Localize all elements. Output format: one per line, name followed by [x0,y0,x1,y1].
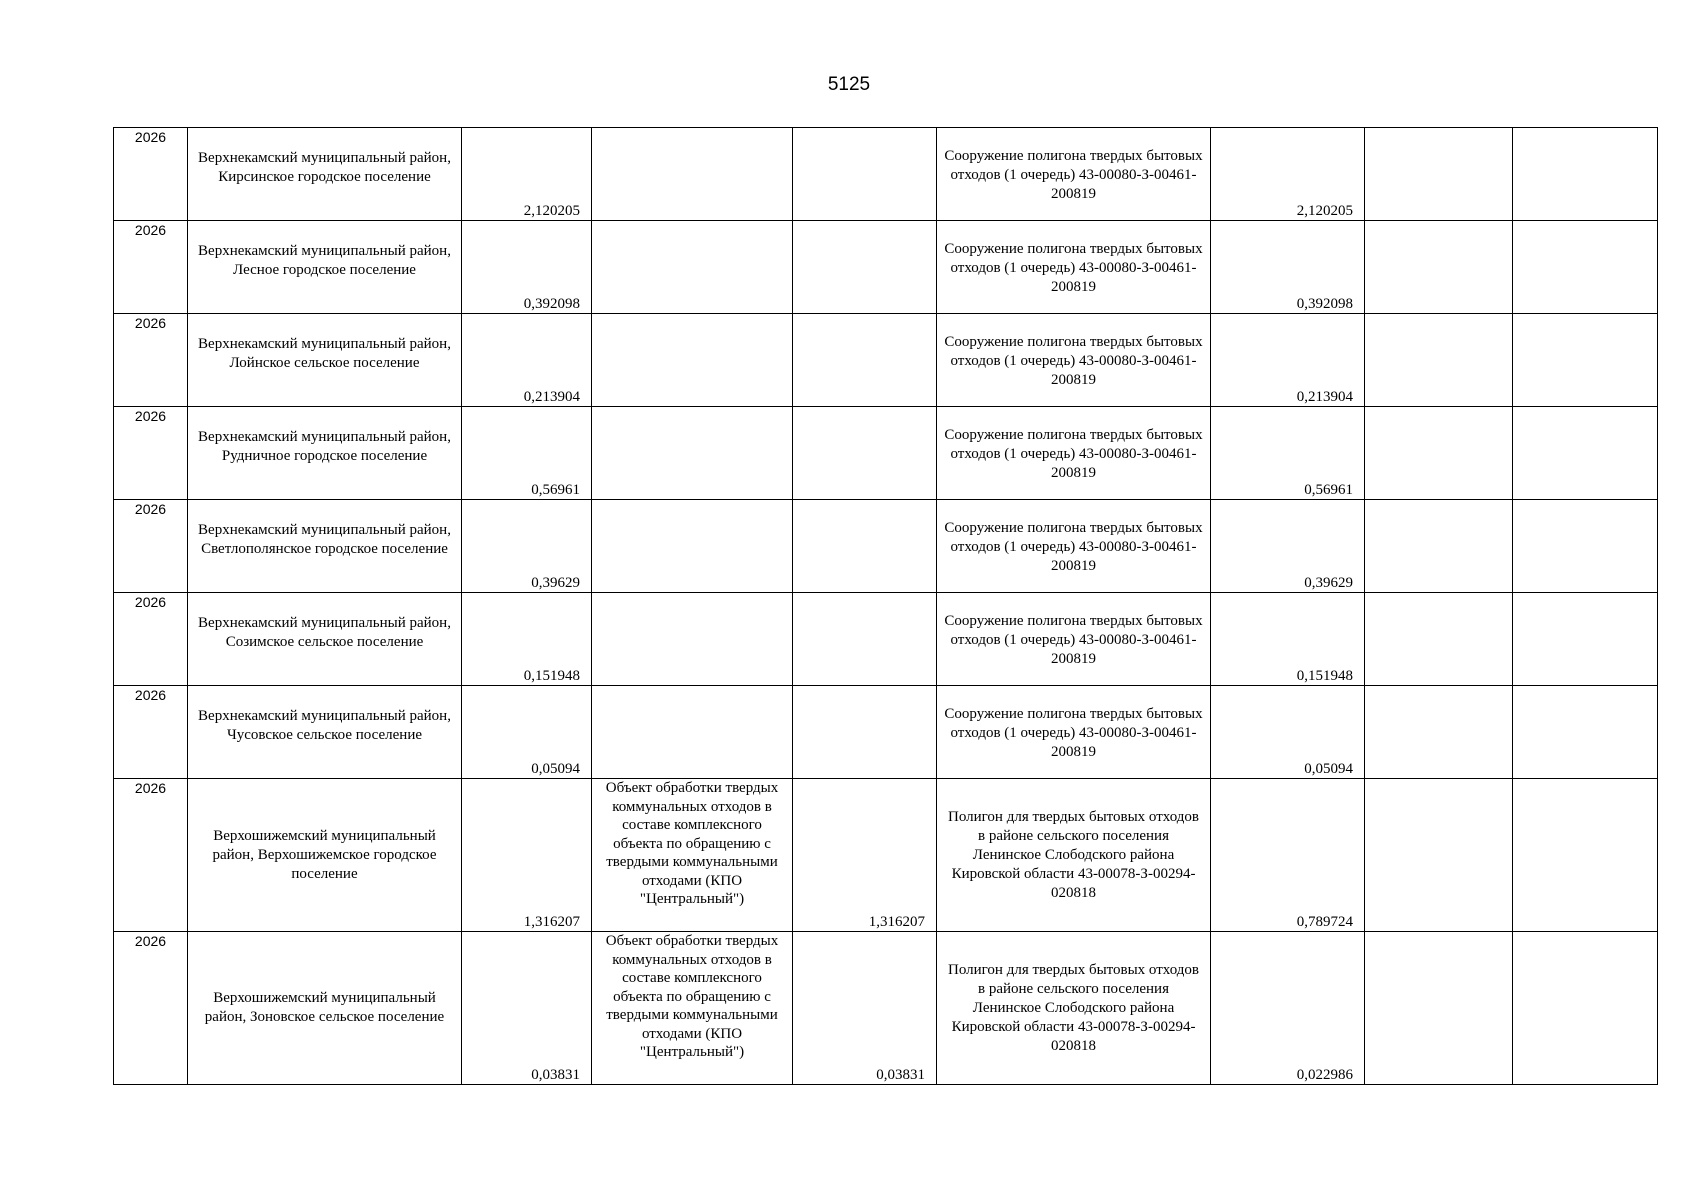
facility-cell: Объект обработки твердых коммунальных отходов в составе комплексного объекта по обращению с твердыми коммунальными отходами (КПО "Центральный") [592,779,793,932]
year-cell: 2026 [114,593,188,686]
facility-volume-cell [793,500,937,593]
table-row [114,221,1658,314]
year-cell: 2026 [114,686,188,779]
object-cell: Сооружение полигона твердых бытовых отходов (1 очередь) 43-00080-З-00461-200819 [937,314,1211,407]
table-row [114,314,1658,407]
object-volume-cell: 0,151948 [1211,593,1365,686]
facility-cell [592,221,793,314]
area-cell: Верхошижемский муниципальный район, Зоновское сельское поселение [188,932,462,1085]
year-cell: 2026 [114,500,188,593]
object-cell: Сооружение полигона твердых бытовых отходов (1 очередь) 43-00080-З-00461-200819 [937,593,1211,686]
year-cell: 2026 [114,314,188,407]
table-row [114,128,1658,221]
object-volume-cell: 0,56961 [1211,407,1365,500]
year-cell: 2026 [114,407,188,500]
empty-cell [1513,500,1658,593]
facility-cell [592,407,793,500]
table-row [114,407,1658,500]
object-volume-cell: 0,022986 [1211,932,1365,1085]
year-cell: 2026 [114,932,188,1085]
empty-cell [1513,686,1658,779]
object-volume-cell: 2,120205 [1211,128,1365,221]
empty-cell [1513,407,1658,500]
empty-cell [1365,500,1513,593]
facility-volume-cell [793,593,937,686]
volume-cell: 0,151948 [462,593,592,686]
empty-cell [1513,128,1658,221]
facility-cell: Объект обработки твердых коммунальных отходов в составе комплексного объекта по обращению с твердыми коммунальными отходами (КПО "Центральный") [592,932,793,1085]
object-volume-cell: 0,789724 [1211,779,1365,932]
table-row [114,686,1658,779]
facility-cell [592,593,793,686]
empty-cell [1365,314,1513,407]
empty-cell [1513,593,1658,686]
volume-cell: 0,05094 [462,686,592,779]
object-cell: Полигон для твердых бытовых отходов в районе сельского поселения Ленинское Слободского района Кировской области 43-00078-З-00294-020818 [937,779,1211,932]
table-row [114,593,1658,686]
facility-volume-cell [793,314,937,407]
object-cell: Сооружение полигона твердых бытовых отходов (1 очередь) 43-00080-З-00461-200819 [937,407,1211,500]
area-cell: Верхошижемский муниципальный район, Верхошижемское городское поселение [188,779,462,932]
facility-volume-cell [793,128,937,221]
volume-cell: 0,213904 [462,314,592,407]
empty-cell [1365,221,1513,314]
volume-cell: 0,39629 [462,500,592,593]
object-cell: Сооружение полигона твердых бытовых отходов (1 очередь) 43-00080-З-00461-200819 [937,128,1211,221]
empty-cell [1513,221,1658,314]
empty-cell [1365,593,1513,686]
area-cell: Верхнекамский муниципальный район, Кирсинское городское поселение [188,128,462,221]
volume-cell: 0,03831 [462,932,592,1085]
object-cell: Сооружение полигона твердых бытовых отходов (1 очередь) 43-00080-З-00461-200819 [937,221,1211,314]
waste-flow-table [113,127,1658,1085]
area-cell: Верхнекамский муниципальный район, Лесное городское поселение [188,221,462,314]
empty-cell [1513,314,1658,407]
facility-volume-cell [793,686,937,779]
table-row [114,500,1658,593]
table-row [114,932,1658,1085]
object-cell: Полигон для твердых бытовых отходов в районе сельского поселения Ленинское Слободского района Кировской области 43-00078-З-00294-020818 [937,932,1211,1085]
volume-cell: 0,56961 [462,407,592,500]
object-volume-cell: 0,39629 [1211,500,1365,593]
empty-cell [1513,779,1658,932]
object-cell: Сооружение полигона твердых бытовых отходов (1 очередь) 43-00080-З-00461-200819 [937,686,1211,779]
area-cell: Верхнекамский муниципальный район, Рудничное городское поселение [188,407,462,500]
area-cell: Верхнекамский муниципальный район, Чусовское сельское поселение [188,686,462,779]
facility-cell [592,500,793,593]
volume-cell: 0,392098 [462,221,592,314]
area-cell: Верхнекамский муниципальный район, Лойнское сельское поселение [188,314,462,407]
facility-volume-cell: 1,316207 [793,779,937,932]
facility-volume-cell: 0,03831 [793,932,937,1085]
year-cell: 2026 [114,221,188,314]
empty-cell [1365,128,1513,221]
empty-cell [1365,932,1513,1085]
facility-cell [592,128,793,221]
object-cell: Сооружение полигона твердых бытовых отходов (1 очередь) 43-00080-З-00461-200819 [937,500,1211,593]
table-row [114,779,1658,932]
facility-volume-cell [793,407,937,500]
empty-cell [1365,407,1513,500]
empty-cell [1365,686,1513,779]
year-cell: 2026 [114,779,188,932]
facility-cell [592,686,793,779]
area-cell: Верхнекамский муниципальный район, Светлополянское городское поселение [188,500,462,593]
empty-cell [1365,779,1513,932]
volume-cell: 2,120205 [462,128,592,221]
empty-cell [1513,932,1658,1085]
object-volume-cell: 0,392098 [1211,221,1365,314]
volume-cell: 1,316207 [462,779,592,932]
facility-cell [592,314,793,407]
object-volume-cell: 0,213904 [1211,314,1365,407]
year-cell: 2026 [114,128,188,221]
area-cell: Верхнекамский муниципальный район, Созимское сельское поселение [188,593,462,686]
facility-volume-cell [793,221,937,314]
object-volume-cell: 0,05094 [1211,686,1365,779]
page-number: 5125 [827,74,871,95]
